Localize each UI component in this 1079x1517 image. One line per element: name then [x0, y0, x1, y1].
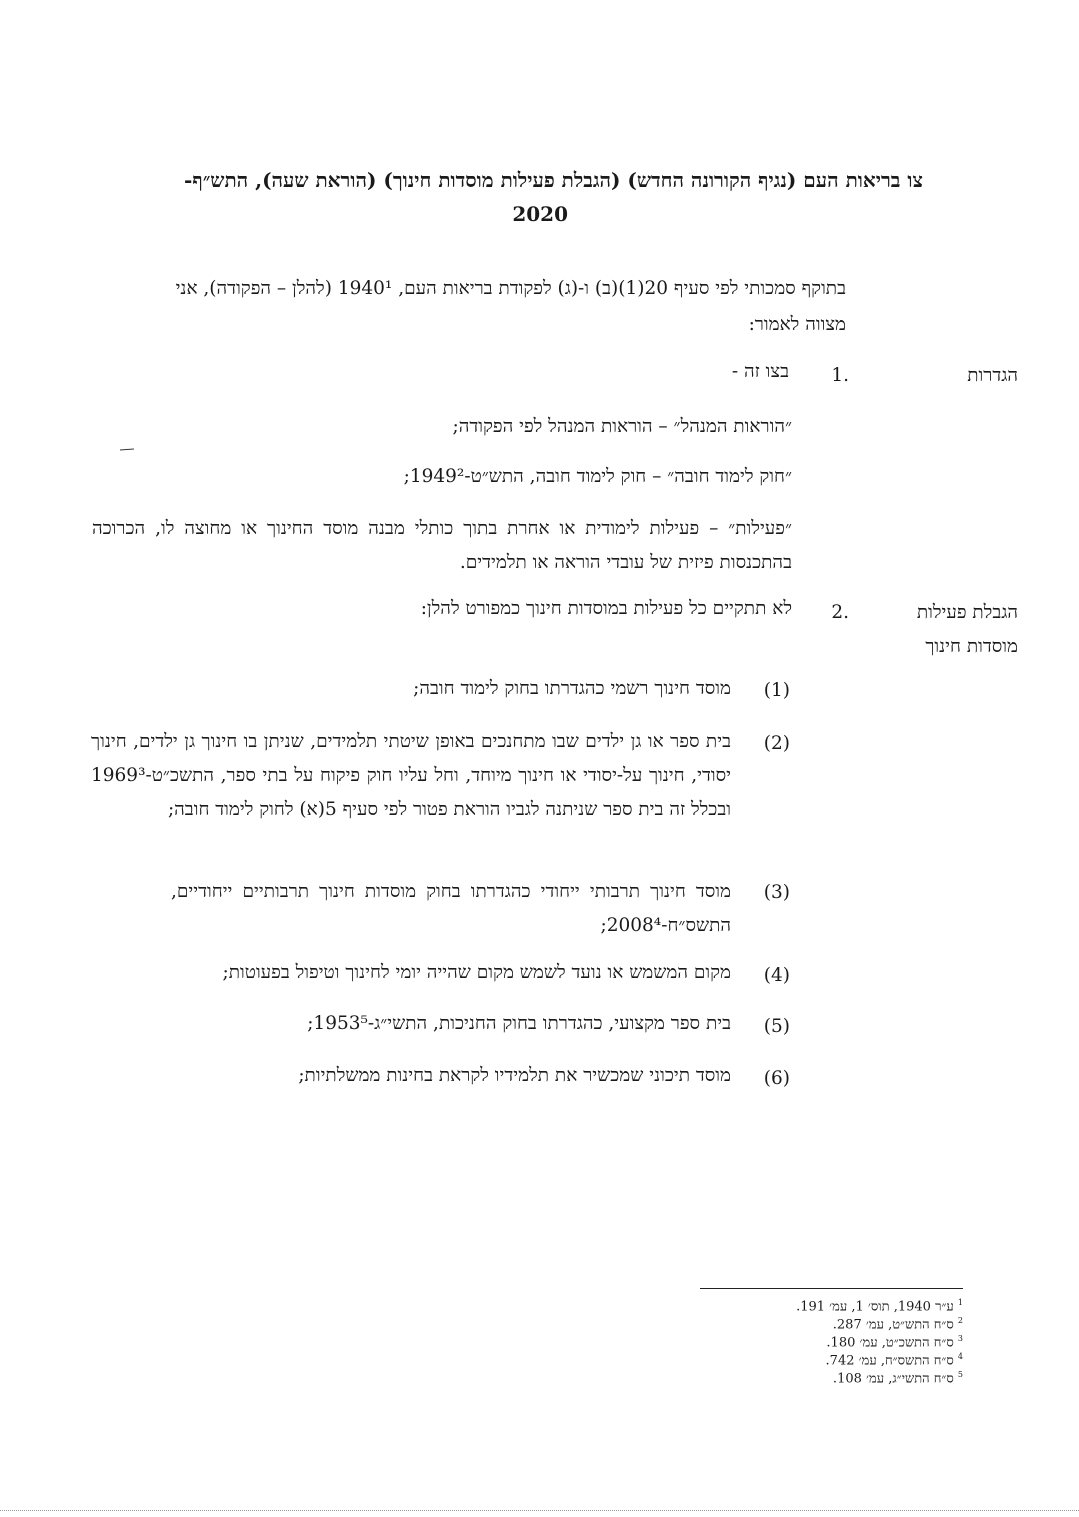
section1-number: .1: [831, 365, 849, 386]
item-number: (4): [763, 965, 790, 986]
item-secondary-institution: מוסד תיכוני שמכשיר את תלמידיו לקראת בחינות ממשלתיות;: [298, 1065, 731, 1086]
item-vocational-school: בית ספר מקצועי, כהגדרתו בחוק החניכות, התשי״ג-1953⁵;: [307, 1013, 731, 1034]
definition-activity: ״פעילות״ – פעילות לימודית או אחרת בתוך כותלי מבנה מוסד החינוך או מחוצה לו, הכרוכה בהתכנסות פיזית של עובדי הוראה או תלמידים.: [92, 518, 792, 573]
footnote-1: $^1$ ע״ר 1940, תוס׳ 1, עמ׳ 191.: [796, 1298, 963, 1315]
footnote-2: $^2$ ס״ח התש״ט, עמ׳ 287.: [832, 1316, 963, 1333]
footnote-separator: [700, 1288, 963, 1289]
footnote-4: $^4$ ס״ח התשס״ח, עמ׳ 742.: [825, 1352, 963, 1369]
preamble-line2: מצווה לאמור:: [748, 314, 846, 335]
item-daycare: מקום המשמש או נועד לשמש מקום שהייה יומי לחינוך וטיפול בפעוטות;: [222, 962, 731, 983]
document-title-line2: 2020: [512, 202, 568, 226]
section2-number: .2: [831, 602, 849, 623]
footnote-3: $^3$ ס״ח התשכ״ט, עמ׳ 180.: [826, 1334, 963, 1351]
footnote-5: $^5$ ס״ח התשי״ג, עמ׳ 108.: [832, 1370, 963, 1387]
section2-lead: לא תתקיים כל פעילות במוסדות חינוך כמפורט להלן:: [420, 598, 792, 619]
scan-edge: [0, 1510, 1079, 1511]
item-official-institution: מוסד חינוך רשמי כהגדרתו בחוק לימוד חובה;: [413, 678, 731, 699]
document-title-line1: צו בריאות העם (נגיף הקורונה החדש) (הגבלת פעילות מוסדות חינוך) (הוראת שעה), התש״ף-: [184, 168, 923, 192]
margin-mark: [120, 449, 134, 451]
definition-compulsory-education-law: ״חוק לימוד חובה״ – חוק לימוד חובה, התש״ט-1949²;: [403, 466, 792, 487]
definition-director-instructions: ״הוראות המנהל״ – הוראות המנהל לפי הפקודה;: [452, 416, 792, 437]
section1-lead: בצו זה -: [731, 361, 789, 382]
section2-margin-title-line2: מוסדות חינוך: [925, 636, 1018, 657]
item-number: (5): [763, 1016, 790, 1037]
item-cultural-institution: מוסד חינוך תרבותי ייחודי כהגדרתו בחוק מוסדות חינוך תרבותיים ייחודיים, התשס״ח-2008⁴;: [171, 881, 731, 936]
item-number: (2): [763, 733, 790, 754]
item-number: (1): [763, 680, 790, 701]
item-school-or-kindergarten: בית ספר או גן ילדים שבו מתחנכים באופן שיטתי תלמידים, שניתן בו חינוך גן ילדים, חינוך יסודי, חינוך על-יסודי או חינוך מיוחד, וחל עליו חוק פיקוח על בתי ספר, התשכ״ט-1969³ ובכלל זה בית ספר שניתנה לגביו הוראת פטור לפי סעיף 5(א) לחוק לימוד חובה;: [91, 731, 731, 820]
section2-margin-title-line1: הגבלת פעילות: [916, 602, 1018, 623]
item-number: (3): [763, 882, 790, 903]
item-number: (6): [763, 1068, 790, 1089]
section1-margin-title: הגדרות: [967, 365, 1018, 386]
preamble-line1: בתוקף סמכותי לפי סעיף 20(1)(ב) ו-(ג) לפקודת בריאות העם, 1940¹ (להלן – הפקודה), אני: [175, 278, 846, 299]
